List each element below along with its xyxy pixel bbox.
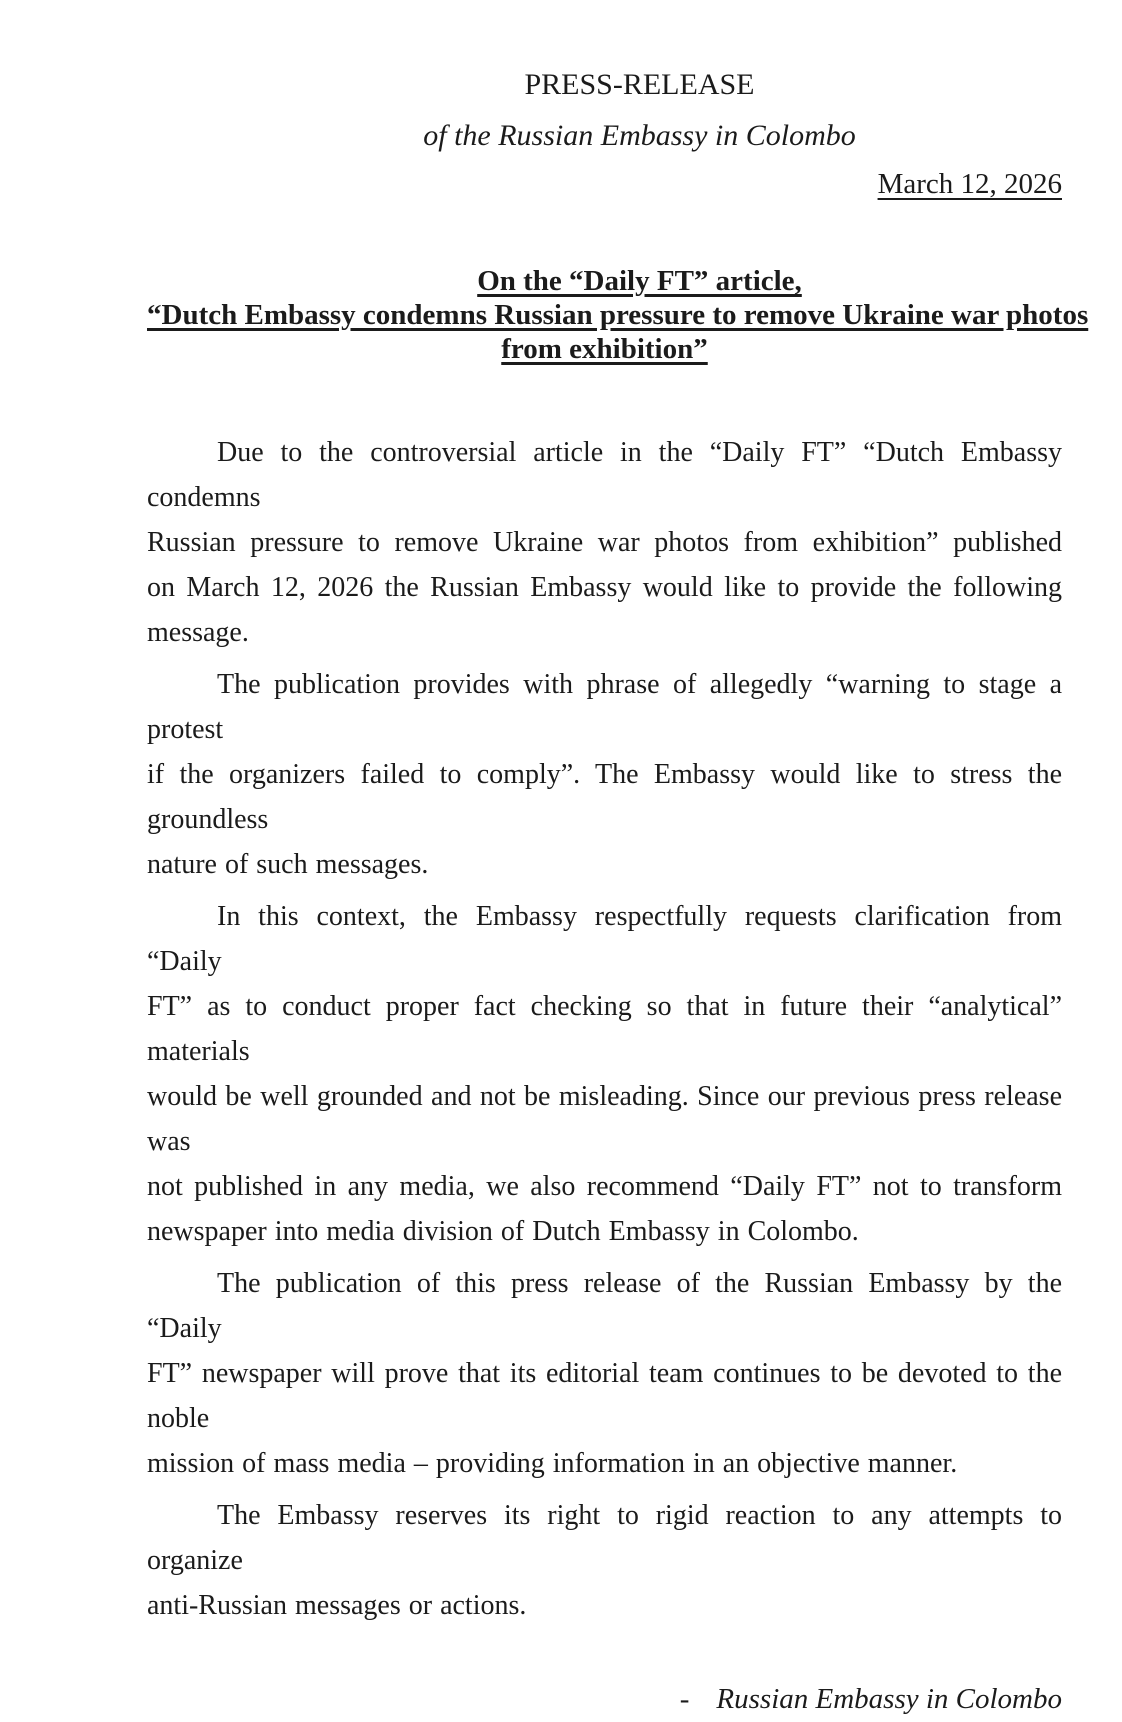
document-title bbox=[147, 264, 1089, 366]
signature-line bbox=[147, 1677, 1062, 1722]
body-line: mission of mass media – providing information in an objective manner. bbox=[147, 1448, 958, 1479]
body-line: not published in any media, we also recommend “Daily FT” not to transform bbox=[147, 1171, 1062, 1202]
body-line: The Embassy reserves its right to rigid reaction to any attempts to organize bbox=[147, 1500, 1062, 1576]
document-body bbox=[147, 430, 1062, 1628]
title-line: from exhibition” bbox=[501, 333, 708, 365]
body-line: if the organizers failed to comply”. The Embassy would like to stress the groundless bbox=[147, 759, 1062, 835]
body-paragraph bbox=[147, 894, 1062, 1254]
signature-dash: - bbox=[679, 1683, 690, 1715]
body-line: In this context, the Embassy respectfully requests clarification from “Daily bbox=[147, 901, 1062, 977]
body-line: Russian pressure to remove Ukraine war photos from exhibition” published bbox=[147, 527, 1062, 558]
body-line: message. bbox=[147, 617, 249, 648]
body-line: anti-Russian messages or actions. bbox=[147, 1590, 527, 1621]
body-line: newspaper into media division of Dutch Embassy in Colombo. bbox=[147, 1216, 859, 1247]
body-paragraph bbox=[147, 430, 1062, 655]
body-paragraph bbox=[147, 1493, 1062, 1628]
body-line: Due to the controversial article in the “Daily FT” “Dutch Embassy condemns bbox=[147, 437, 1062, 513]
body-line: The publication of this press release of the Russian Embassy by the “Daily bbox=[147, 1268, 1062, 1344]
body-line: The publication provides with phrase of allegedly “warning to stage a protest bbox=[147, 669, 1062, 745]
body-line: nature of such messages. bbox=[147, 849, 429, 880]
body-line: on March 12, 2026 the Russian Embassy would like to provide the following bbox=[147, 572, 1062, 603]
body-paragraph bbox=[147, 662, 1062, 887]
press-release-heading: PRESS-RELEASE bbox=[524, 68, 755, 101]
title-line: “Dutch Embassy condemns Russian pressure to remove Ukraine war photos bbox=[147, 299, 1089, 331]
press-release-subtitle: of the Russian Embassy in Colombo bbox=[423, 119, 856, 152]
signature-text: Russian Embassy in Colombo bbox=[716, 1683, 1062, 1715]
body-line: FT” newspaper will prove that its editorial team continues to be devoted to the noble bbox=[147, 1358, 1062, 1434]
body-line: would be well grounded and not be misleading. Since our previous press release was bbox=[147, 1081, 1062, 1157]
body-paragraph bbox=[147, 1261, 1062, 1486]
title-line: On the “Daily FT” article, bbox=[477, 265, 802, 297]
document-content bbox=[147, 0, 1089, 1722]
body-line: FT” as to conduct proper fact checking so that in future their “analytical” materials bbox=[147, 991, 1062, 1067]
date-line: March 12, 2026 bbox=[877, 168, 1062, 200]
